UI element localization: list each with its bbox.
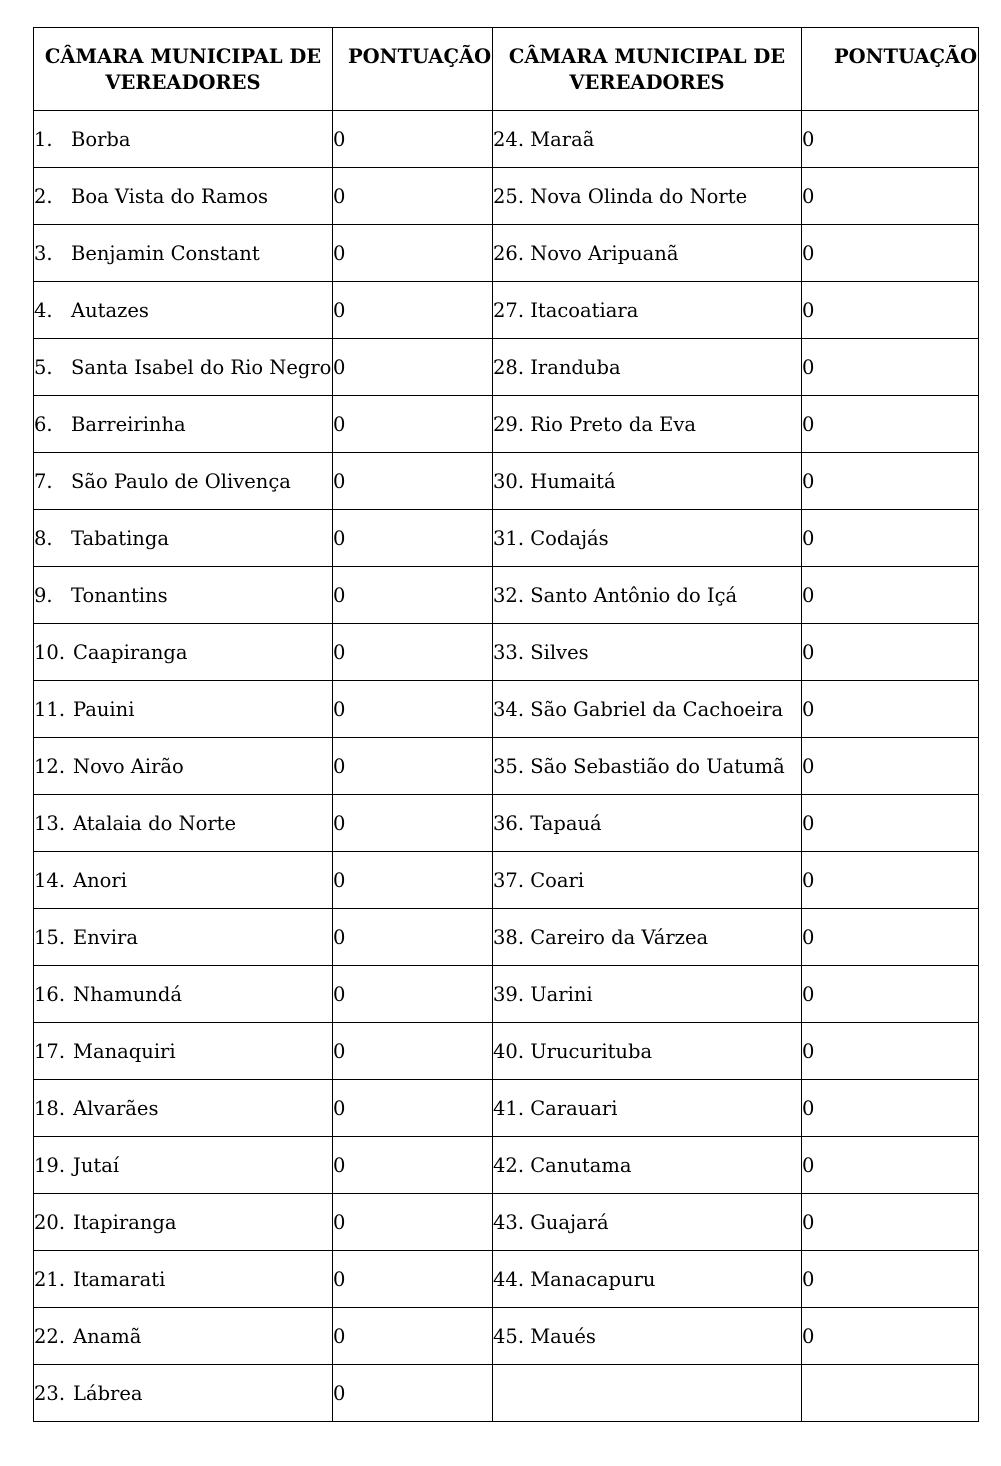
municipality-cell	[493, 681, 802, 738]
municipality-name: Guajará	[530, 1210, 609, 1234]
row-number: 16.	[34, 982, 66, 1006]
municipality-cell	[493, 624, 802, 681]
score-cell: 0	[333, 282, 493, 339]
municipality-name: Lábrea	[73, 1381, 143, 1405]
row-number: 44.	[493, 1267, 525, 1291]
score-cell: 0	[333, 738, 493, 795]
score-cell: 0	[802, 738, 979, 795]
score-cell: 0	[333, 966, 493, 1023]
row-number: 2.	[34, 184, 53, 208]
score-cell: 0	[802, 624, 979, 681]
table-row	[34, 1080, 979, 1137]
score-cell: 0	[802, 510, 979, 567]
municipality-name: Rio Preto da Eva	[530, 412, 697, 436]
score-cell: 0	[802, 567, 979, 624]
municipality-name: Itacoatiara	[530, 298, 639, 322]
score-cell: 0	[333, 624, 493, 681]
score-cell: 0	[802, 339, 979, 396]
municipality-name: Manaquiri	[73, 1039, 176, 1063]
municipality-name: Humaitá	[530, 469, 616, 493]
row-number: 43.	[493, 1210, 525, 1234]
row-number: 1.	[34, 127, 53, 151]
row-number: 28.	[493, 355, 525, 379]
table-row	[34, 396, 979, 453]
row-number: 22.	[34, 1324, 66, 1348]
table-row	[34, 1308, 979, 1365]
municipality-name: Codajás	[530, 526, 609, 550]
municipality-cell	[493, 1137, 802, 1194]
row-number: 30.	[493, 469, 525, 493]
row-number: 3.	[34, 241, 53, 265]
score-cell: 0	[802, 1251, 979, 1308]
score-cell: 0	[333, 795, 493, 852]
row-number: 13.	[34, 811, 66, 835]
row-number: 27.	[493, 298, 525, 322]
row-number: 31.	[493, 526, 525, 550]
municipality-name: Tapauá	[530, 811, 602, 835]
municipality-cell	[493, 966, 802, 1023]
row-number: 21.	[34, 1267, 66, 1291]
score-cell: 0	[802, 1023, 979, 1080]
score-cell: 0	[333, 1251, 493, 1308]
row-number: 20.	[34, 1210, 66, 1234]
municipality-name: Barreirinha	[71, 412, 186, 436]
score-cell: 0	[333, 1365, 493, 1422]
municipality-cell	[493, 1023, 802, 1080]
municipality-cell	[493, 1365, 802, 1422]
municipality-cell	[493, 1194, 802, 1251]
municipality-name: Novo Airão	[73, 754, 184, 778]
score-cell: 0	[802, 1194, 979, 1251]
municipality-cell	[34, 738, 333, 795]
municipality-cell	[493, 168, 802, 225]
municipality-name: Borba	[71, 127, 131, 151]
municipality-cell	[34, 396, 333, 453]
municipality-name: Atalaia do Norte	[73, 811, 237, 835]
score-cell: 0	[802, 1308, 979, 1365]
row-number: 24.	[493, 127, 525, 151]
score-cell: 0	[333, 339, 493, 396]
municipality-name: Coari	[530, 868, 585, 892]
row-number: 41.	[493, 1096, 525, 1120]
municipality-name: Iranduba	[530, 355, 621, 379]
score-cell: 0	[333, 225, 493, 282]
table-row	[34, 1365, 979, 1422]
municipality-name: Santa Isabel do Rio Negro	[71, 355, 332, 379]
municipality-cell	[34, 339, 333, 396]
municipality-name: Santo Antônio do Içá	[530, 583, 738, 607]
row-number: 39.	[493, 982, 525, 1006]
score-cell: 0	[333, 453, 493, 510]
row-number: 38.	[493, 925, 525, 949]
score-cell: 0	[333, 1080, 493, 1137]
municipality-name: Tabatinga	[71, 526, 169, 550]
municipality-name: Itapiranga	[73, 1210, 177, 1234]
municipality-cell	[34, 909, 333, 966]
municipality-cell	[34, 1023, 333, 1080]
municipality-cell	[493, 1308, 802, 1365]
municipality-cell	[34, 1365, 333, 1422]
table-row	[34, 1194, 979, 1251]
score-cell: 0	[333, 1137, 493, 1194]
score-cell: 0	[333, 1308, 493, 1365]
municipality-cell	[493, 510, 802, 567]
table-row	[34, 795, 979, 852]
municipal-council-score-table	[33, 27, 979, 1422]
table-row	[34, 510, 979, 567]
municipality-cell	[34, 624, 333, 681]
municipality-name: Nhamundá	[73, 982, 182, 1006]
table-row	[34, 453, 979, 510]
municipality-cell	[493, 339, 802, 396]
row-number: 17.	[34, 1039, 66, 1063]
municipality-cell	[493, 909, 802, 966]
municipality-cell	[34, 1251, 333, 1308]
table-row	[34, 624, 979, 681]
row-number: 35.	[493, 754, 525, 778]
municipality-cell	[34, 1080, 333, 1137]
municipality-name: Maués	[530, 1324, 596, 1348]
municipality-name: Autazes	[71, 298, 149, 322]
municipality-cell	[34, 168, 333, 225]
municipality-name: Uarini	[530, 982, 593, 1006]
table-row	[34, 168, 979, 225]
municipality-name: São Gabriel da Cachoeira	[530, 697, 784, 721]
table-row	[34, 1137, 979, 1194]
table-body	[34, 111, 979, 1422]
municipality-cell	[493, 738, 802, 795]
municipality-cell	[493, 1251, 802, 1308]
municipality-name: São Sebastião do Uatumã	[530, 754, 785, 778]
municipality-name: Nova Olinda do Norte	[530, 184, 748, 208]
municipality-name: Urucurituba	[530, 1039, 653, 1063]
score-cell: 0	[802, 966, 979, 1023]
score-cell	[802, 1365, 979, 1422]
score-cell: 0	[802, 852, 979, 909]
score-cell: 0	[333, 852, 493, 909]
score-cell: 0	[802, 1080, 979, 1137]
score-cell: 0	[802, 681, 979, 738]
table-row	[34, 282, 979, 339]
score-cell: 0	[802, 1137, 979, 1194]
municipality-name: Novo Aripuanã	[530, 241, 679, 265]
municipality-cell	[34, 852, 333, 909]
row-number: 40.	[493, 1039, 525, 1063]
row-number: 26.	[493, 241, 525, 265]
row-number: 36.	[493, 811, 525, 835]
municipality-cell	[493, 453, 802, 510]
row-number: 5.	[34, 355, 53, 379]
municipality-cell	[34, 510, 333, 567]
municipality-name: Benjamin Constant	[71, 241, 260, 265]
municipality-cell	[34, 282, 333, 339]
row-number: 23.	[34, 1381, 66, 1405]
row-number: 34.	[493, 697, 525, 721]
municipality-cell	[34, 795, 333, 852]
row-number: 9.	[34, 583, 53, 607]
score-cell: 0	[802, 282, 979, 339]
row-number: 11.	[34, 697, 66, 721]
row-number: 6.	[34, 412, 53, 436]
table-row	[34, 339, 979, 396]
municipality-name: Itamarati	[73, 1267, 166, 1291]
municipality-header-left: CÂMARA MUNICIPAL DE VEREADORES	[34, 28, 333, 111]
municipality-cell	[34, 111, 333, 168]
row-number: 15.	[34, 925, 66, 949]
municipality-cell	[493, 795, 802, 852]
table-row	[34, 852, 979, 909]
table-row	[34, 909, 979, 966]
municipality-name: Carauari	[530, 1096, 618, 1120]
municipality-header-right: CÂMARA MUNICIPAL DE VEREADORES	[493, 28, 802, 111]
score-cell: 0	[333, 1194, 493, 1251]
score-cell: 0	[333, 681, 493, 738]
score-cell: 0	[333, 396, 493, 453]
score-cell: 0	[333, 168, 493, 225]
row-number: 8.	[34, 526, 53, 550]
row-number: 19.	[34, 1153, 66, 1177]
score-header-left: PONTUAÇÃO	[333, 28, 493, 111]
municipality-name: Manacapuru	[530, 1267, 656, 1291]
municipality-name: Maraã	[530, 127, 595, 151]
score-cell: 0	[333, 510, 493, 567]
municipality-cell	[493, 111, 802, 168]
municipality-name: Boa Vista do Ramos	[71, 184, 268, 208]
score-cell: 0	[333, 1023, 493, 1080]
municipality-name: Tonantins	[71, 583, 168, 607]
row-number: 10.	[34, 640, 66, 664]
municipality-name: Pauini	[73, 697, 135, 721]
row-number: 32.	[493, 583, 525, 607]
table-row	[34, 738, 979, 795]
score-cell: 0	[333, 909, 493, 966]
table-header-row	[34, 28, 979, 111]
score-cell: 0	[802, 225, 979, 282]
score-cell: 0	[802, 795, 979, 852]
table-row	[34, 567, 979, 624]
row-number: 12.	[34, 754, 66, 778]
table-row	[34, 225, 979, 282]
municipality-cell	[34, 1308, 333, 1365]
municipality-cell	[493, 396, 802, 453]
municipality-cell	[493, 282, 802, 339]
municipality-name: Caapiranga	[73, 640, 188, 664]
row-number: 42.	[493, 1153, 525, 1177]
score-header-right: PONTUAÇÃO	[802, 28, 979, 111]
row-number: 29.	[493, 412, 525, 436]
row-number: 37.	[493, 868, 525, 892]
municipality-name: Anamã	[73, 1324, 142, 1348]
municipality-cell	[493, 567, 802, 624]
municipality-cell	[34, 1194, 333, 1251]
municipality-name: Canutama	[530, 1153, 632, 1177]
municipality-name: São Paulo de Olivença	[71, 469, 291, 493]
score-cell: 0	[802, 909, 979, 966]
municipality-cell	[34, 1137, 333, 1194]
row-number: 33.	[493, 640, 525, 664]
score-cell: 0	[333, 567, 493, 624]
row-number: 4.	[34, 298, 53, 322]
score-cell: 0	[802, 396, 979, 453]
table-row	[34, 1251, 979, 1308]
municipality-cell	[34, 225, 333, 282]
municipality-name: Envira	[73, 925, 138, 949]
municipality-cell	[34, 453, 333, 510]
municipality-name: Alvarães	[73, 1096, 159, 1120]
municipality-cell	[493, 225, 802, 282]
score-cell: 0	[802, 111, 979, 168]
municipality-cell	[34, 966, 333, 1023]
municipality-cell	[493, 852, 802, 909]
row-number: 25.	[493, 184, 525, 208]
score-cell: 0	[802, 453, 979, 510]
municipality-cell	[493, 1080, 802, 1137]
municipality-cell	[34, 567, 333, 624]
municipality-name: Silves	[530, 640, 589, 664]
score-cell: 0	[802, 168, 979, 225]
municipality-name: Jutaí	[73, 1153, 120, 1177]
row-number: 18.	[34, 1096, 66, 1120]
table-row	[34, 111, 979, 168]
row-number: 45.	[493, 1324, 525, 1348]
table-row	[34, 1023, 979, 1080]
table-row	[34, 966, 979, 1023]
municipality-name: Careiro da Várzea	[530, 925, 709, 949]
row-number: 7.	[34, 469, 53, 493]
municipality-name: Anori	[73, 868, 127, 892]
municipality-cell	[34, 681, 333, 738]
table-row	[34, 681, 979, 738]
score-cell: 0	[333, 111, 493, 168]
row-number: 14.	[34, 868, 66, 892]
